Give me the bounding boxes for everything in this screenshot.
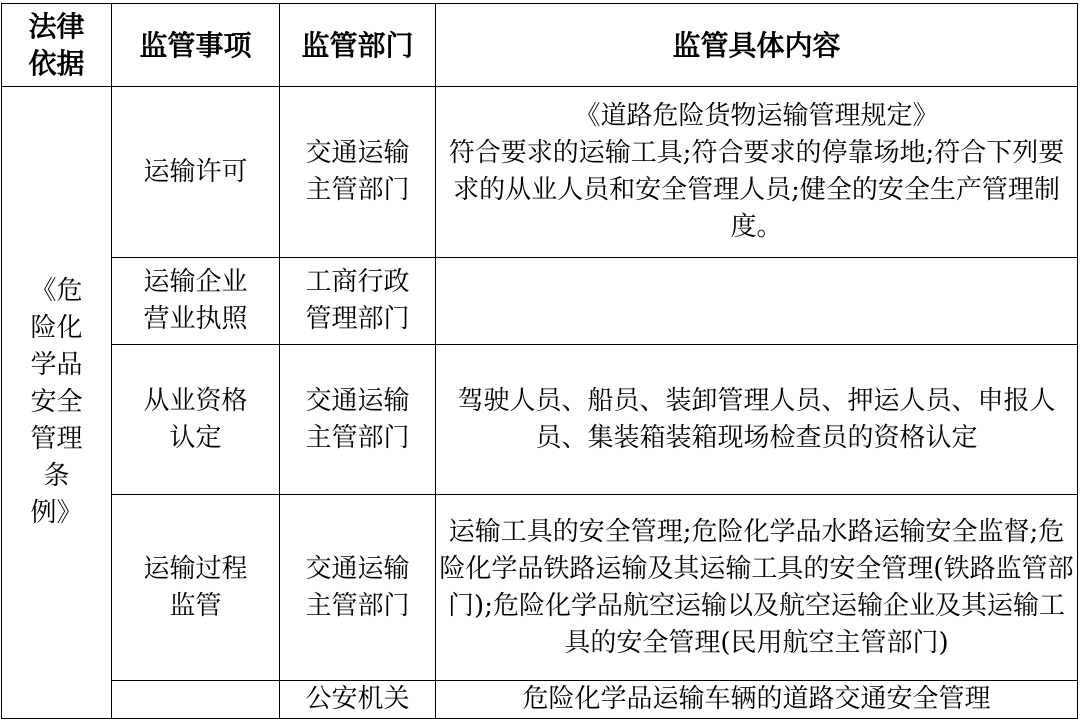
content-cell [436,258,1078,345]
item-cell: 运输企业营业执照 [112,258,280,345]
dept-cell: 交通运输主管部门 [280,495,436,681]
header-law-basis: 法律依据 [2,4,112,87]
law-basis-cell: 《危险化学品安全管理条例》 [2,87,112,719]
content-cell: 运输工具的安全管理;危险化学品水路运输安全监督;危险化学品铁路运输及其运输工具的安全管理(铁路监管部门);危险化学品航空运输以及航空运输企业及其运输工具的安全管理(民用航空主管部门) [436,495,1078,681]
table-row [2,258,1078,345]
table-row [2,495,1078,681]
item-cell: 运输许可 [112,87,280,258]
content-cell: 驾驶人员、船员、装卸管理人员、押运人员、申报人员、集装箱装箱现场检查员的资格认定 [436,345,1078,495]
header-row [2,4,1078,87]
item-cell [112,681,280,719]
table-row [2,681,1078,719]
dept-cell: 交通运输主管部门 [280,87,436,258]
table-row [2,87,1078,258]
item-cell: 从业资格认定 [112,345,280,495]
header-content: 监管具体内容 [436,4,1078,87]
dept-cell: 交通运输主管部门 [280,345,436,495]
content-cell: 危险化学品运输车辆的道路交通安全管理 [436,681,1078,719]
content-title: 《道路危险货物运输管理规定》 [574,101,939,131]
content-cell [436,87,1078,258]
item-cell: 运输过程监管 [112,495,280,681]
table-row [2,345,1078,495]
dept-cell: 工商行政管理部门 [280,258,436,345]
dept-cell: 公安机关 [280,681,436,719]
regulation-table [1,3,1078,719]
header-item: 监管事项 [112,4,280,87]
header-dept: 监管部门 [280,4,436,87]
content-text: 符合要求的运输工具;符合要求的停靠场地;符合下列要求的从业人员和安全管理人员;健全的安全生产管理制度。 [448,138,1065,242]
